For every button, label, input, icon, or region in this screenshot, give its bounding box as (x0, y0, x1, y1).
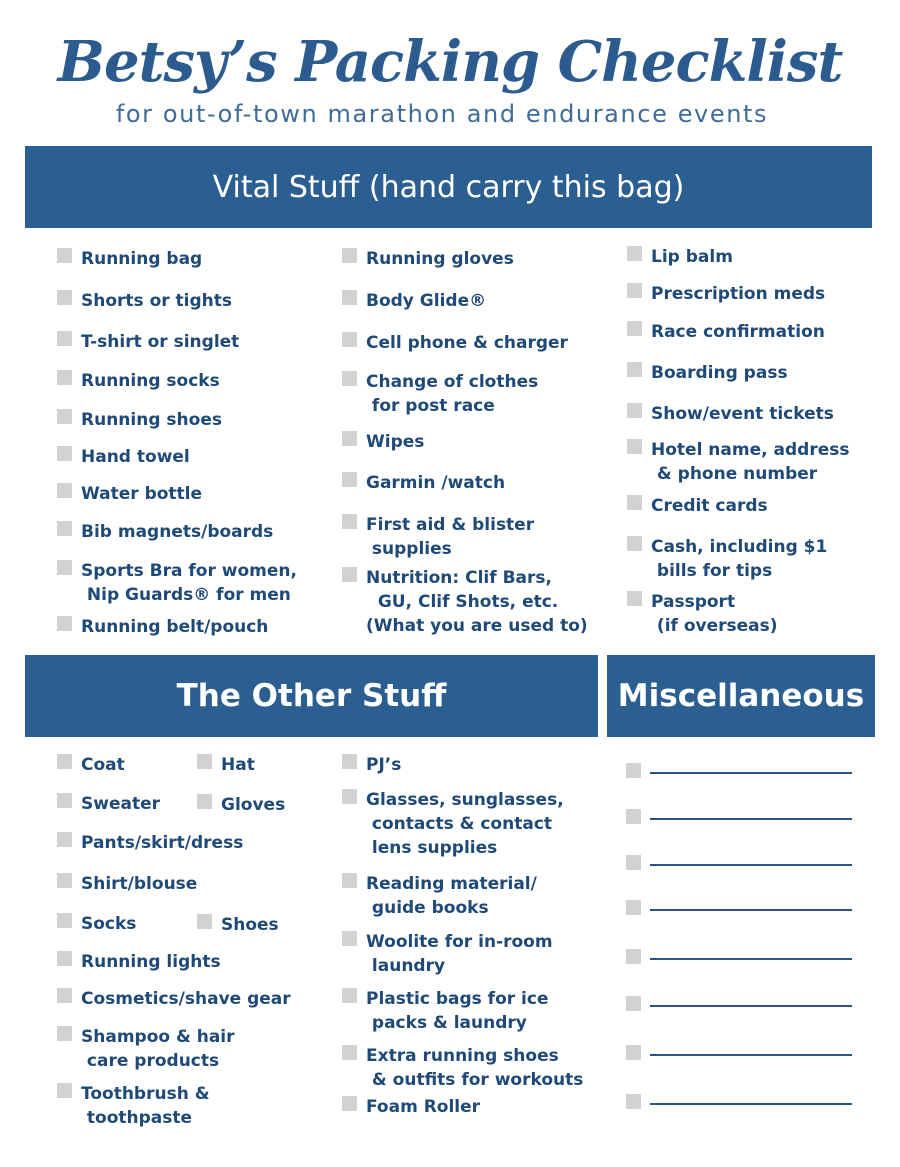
checkbox[interactable] (626, 809, 641, 824)
checkbox[interactable] (57, 521, 72, 536)
checklist-item-label: Prescription meds (651, 284, 826, 304)
checkbox[interactable] (57, 483, 72, 498)
checklist-item-label: Woolite for in-room laundry (366, 932, 553, 976)
checkbox[interactable] (627, 439, 642, 454)
page-title: Betsy’s Packing Checklist (57, 29, 843, 95)
checkbox[interactable] (57, 754, 72, 769)
checkbox[interactable] (197, 794, 212, 809)
checklist-item-label: Socks (81, 914, 137, 934)
blank-write-in-line (650, 864, 852, 866)
checklist-item-label: Running bag (81, 249, 203, 269)
checkbox[interactable] (342, 931, 357, 946)
checklist-item-label: Gloves (221, 795, 286, 815)
checklist-item-label: Passport (if overseas) (651, 592, 778, 636)
checkbox[interactable] (342, 988, 357, 1003)
checkbox[interactable] (626, 855, 641, 870)
checkbox[interactable] (627, 283, 642, 298)
checklist-item-label: Plastic bags for ice packs & laundry (366, 989, 549, 1033)
checkbox[interactable] (342, 1045, 357, 1060)
checkbox[interactable] (626, 900, 641, 915)
checklist-item-label: Boarding pass (651, 363, 788, 383)
checkbox[interactable] (57, 331, 72, 346)
checkbox[interactable] (57, 1026, 72, 1041)
miscellaneous-heading: Miscellaneous (607, 655, 875, 737)
checklist-item-label: PJ’s (366, 755, 402, 775)
checklist-item-label: Hand towel (81, 447, 190, 467)
checklist-item-label: Extra running shoes & outfits for workouts (366, 1046, 584, 1090)
checkbox[interactable] (57, 409, 72, 424)
checklist-item-label: Change of clothes for post race (366, 372, 539, 416)
other-stuff-heading: The Other Stuff (25, 655, 598, 737)
checklist-item-label: Race confirmation (651, 322, 825, 342)
checklist-item-label: Sweater (81, 794, 160, 814)
checklist-item-label: Coat (81, 755, 125, 775)
blank-write-in-line (650, 1005, 852, 1007)
checkbox[interactable] (342, 332, 357, 347)
checkbox[interactable] (626, 996, 641, 1011)
checklist-item-label: Shampoo & hair care products (81, 1027, 235, 1071)
checklist-item-label: Hotel name, address & phone number (651, 440, 850, 484)
checklist-item-label: Lip balm (651, 247, 733, 267)
checkbox[interactable] (627, 536, 642, 551)
checklist-item-label: Hat (221, 755, 255, 775)
blank-write-in-line (650, 909, 852, 911)
checkbox[interactable] (57, 290, 72, 305)
checkbox[interactable] (627, 495, 642, 510)
checklist-item-label: Cosmetics/shave gear (81, 989, 291, 1009)
checkbox[interactable] (342, 789, 357, 804)
checklist-item-label: Cell phone & charger (366, 333, 568, 353)
checklist-item-label: Sports Bra for women, Nip Guards® for men (81, 561, 297, 605)
checklist-item-label: Shoes (221, 915, 279, 935)
blank-write-in-line (650, 772, 852, 774)
checklist-item-label: Glasses, sunglasses, contacts & contact lens supplies (366, 790, 564, 858)
checkbox[interactable] (342, 472, 357, 487)
checkbox[interactable] (57, 248, 72, 263)
checkbox[interactable] (57, 913, 72, 928)
checkbox[interactable] (342, 1096, 357, 1111)
page-subtitle: for out-of-town marathon and endurance events (115, 100, 769, 128)
checklist-item-label: Water bottle (81, 484, 203, 504)
blank-write-in-line (650, 1054, 852, 1056)
checklist-item-label: Shirt/blouse (81, 874, 198, 894)
checklist-item-label: Garmin /watch (366, 473, 506, 493)
checkbox[interactable] (626, 949, 641, 964)
checklist-item-label: Pants/skirt/dress (81, 833, 244, 853)
checkbox[interactable] (57, 560, 72, 575)
checkbox[interactable] (627, 591, 642, 606)
blank-write-in-line (650, 818, 852, 820)
checkbox[interactable] (342, 431, 357, 446)
checkbox[interactable] (57, 616, 72, 631)
checkbox[interactable] (57, 951, 72, 966)
checkbox[interactable] (342, 248, 357, 263)
checkbox[interactable] (626, 763, 641, 778)
checklist-item-label: Running shoes (81, 410, 222, 430)
checkbox[interactable] (57, 1083, 72, 1098)
checklist-item-label: Show/event tickets (651, 404, 834, 424)
checkbox[interactable] (627, 321, 642, 336)
checkbox[interactable] (57, 873, 72, 888)
checkbox[interactable] (342, 873, 357, 888)
checklist-item-label: Running gloves (366, 249, 514, 269)
checkbox[interactable] (197, 914, 212, 929)
checklist-item-label: Toothbrush & toothpaste (81, 1084, 210, 1128)
checkbox[interactable] (626, 1045, 641, 1060)
checklist-item-label: Nutrition: Clif Bars, GU, Clif Shots, etc. (What you are used to) (366, 568, 588, 636)
blank-write-in-line (650, 958, 852, 960)
checklist-item-label: Cash, including $1 bills for tips (651, 537, 828, 581)
checkbox[interactable] (342, 290, 357, 305)
checkbox[interactable] (627, 403, 642, 418)
checkbox[interactable] (57, 988, 72, 1003)
checklist-item-label: Foam Roller (366, 1097, 481, 1117)
vital-stuff-heading: Vital Stuff (hand carry this bag) (25, 146, 872, 228)
checkbox[interactable] (627, 362, 642, 377)
checklist-item-label: Reading material/ guide books (366, 874, 537, 918)
checklist-item-label: First aid & blister supplies (366, 515, 535, 559)
checklist-item-label: Bib magnets/boards (81, 522, 274, 542)
checkbox[interactable] (57, 446, 72, 461)
checkbox[interactable] (57, 832, 72, 847)
checkbox[interactable] (57, 793, 72, 808)
checklist-item-label: Wipes (366, 432, 425, 452)
checkbox[interactable] (342, 754, 357, 769)
checklist-item-label: Running belt/pouch (81, 617, 269, 637)
checklist-item-label: Shorts or tights (81, 291, 233, 311)
checkbox[interactable] (197, 754, 212, 769)
checklist-item-label: Body Glide® (366, 291, 487, 311)
checklist-item-label: Running socks (81, 371, 220, 391)
blank-write-in-line (650, 1103, 852, 1105)
checkbox[interactable] (342, 567, 357, 582)
checkbox[interactable] (342, 514, 357, 529)
checkbox[interactable] (342, 371, 357, 386)
checkbox[interactable] (626, 1094, 641, 1109)
checklist-item-label: Credit cards (651, 496, 768, 516)
checklist-item-label: Running lights (81, 952, 221, 972)
checklist-item-label: T-shirt or singlet (81, 332, 240, 352)
checkbox[interactable] (627, 246, 642, 261)
checkbox[interactable] (57, 370, 72, 385)
